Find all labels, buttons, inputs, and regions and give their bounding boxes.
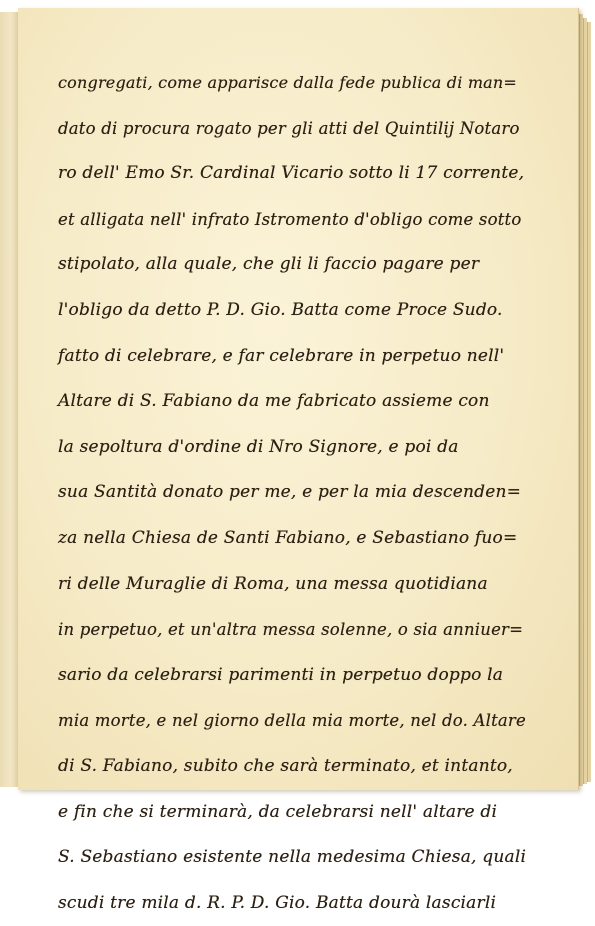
manuscript-line: Altare di S. Fabiano da me fabricato assieme con	[58, 391, 490, 412]
manuscript-line: S. Sebastiano esistente nella medesima Chiesa, quali	[58, 847, 527, 868]
manuscript-line: e fin che si terminarà, da celebrarsi nell' altare di	[58, 801, 498, 822]
manuscript-line: mia morte, e nel giorno della mia morte, nel do. Altare	[58, 711, 526, 731]
manuscript-line: di S. Fabiano, subito che sarà terminato, et intanto,	[58, 755, 513, 776]
manuscript-line: za nella Chiesa de Santi Fabiano, e Sebastiano fuo=	[58, 527, 518, 548]
manuscript-line: dato di procura rogato per gli atti del Quintilij Notaro	[58, 118, 520, 138]
manuscript-line: scudi tre mila d. R. P. D. Gio. Batta dourà lasciarli	[58, 892, 497, 913]
facing-page-edge	[0, 12, 19, 787]
manuscript-line: fatto di celebrare, e far celebrare in perpetuo nell'	[58, 345, 505, 366]
page-stack-edge	[587, 22, 591, 782]
manuscript-line: l'obligo da detto P. D. Gio. Batta come Proce Sudo.	[58, 299, 503, 320]
manuscript-line: in perpetuo, et un'altra messa solenne, o sia anniuer=	[58, 620, 524, 640]
manuscript-line: sario da celebrarsi parimenti in perpetuo doppo la	[58, 664, 504, 685]
manuscript-line: et alligata nell' infrato Istromento d'obligo come sotto	[58, 209, 522, 229]
manuscript-line: congregati, come apparisce dalla fede publica di man=	[58, 73, 518, 92]
manuscript-text	[58, 60, 528, 926]
manuscript-line: stipolato, alla quale, che gli li faccio pagare per	[58, 254, 480, 275]
manuscript-line: sua Santità donato per me, e per la mia descenden=	[58, 482, 522, 503]
manuscript-line: ro dell' Emo Sr. Cardinal Vicario sotto li 17 corrente,	[58, 163, 525, 184]
manuscript-line: la sepoltura d'ordine di Nro Signore, e poi da	[58, 436, 459, 457]
manuscript-line: ri delle Muraglie di Roma, una messa quotidiana	[58, 573, 488, 594]
